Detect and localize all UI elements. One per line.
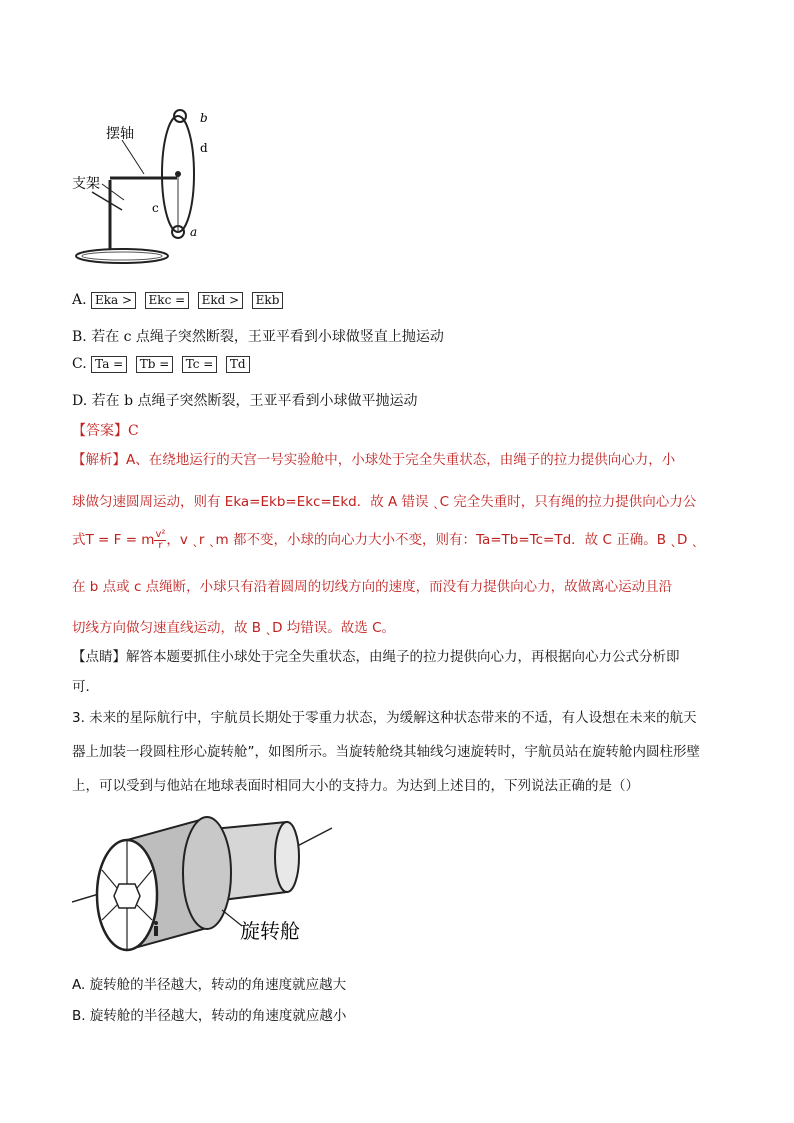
option-c-item: Tc = [182, 356, 218, 373]
analysis-line: 在 b 点或 c 点绳断，小球只有沿着圆周的切线方向的速度，而没有力提供向心力，故做离心运动且沿 [72, 579, 673, 595]
fraction-numerator: v² [155, 528, 166, 540]
point-b-label: b [200, 111, 208, 125]
pendulum-figure [72, 100, 252, 280]
question3-line: 器上加装一段圆柱形心旋转舱”，如图所示。当旋转舱绕其轴线匀速旋转时，宇航员站在旋转舱内圆柱形壁 [72, 744, 700, 760]
cabin-label: 旋转舱 [240, 919, 300, 943]
option-a-item: Ekc = [145, 292, 190, 309]
question3-option-b: B. 旋转舱的半径越大，转动的角速度就应越小 [72, 1008, 347, 1024]
option-c-item: Tb = [136, 356, 174, 373]
question3-line: 3. 未来的星际航行中，宇航员长期处于零重力状态，为缓解这种状态带来的不适，有人设想在未来的航天 [72, 710, 697, 726]
rotating-cabin-figure [72, 810, 342, 960]
tip-line: 【点睛】解答本题要抓住小球处于完全失重状态，由绳子的拉力提供向心力，再根据向心力公式分析即 [72, 649, 680, 665]
formula-suffix: ，v ˎr ˎm 都不变，小球的向心力大小不变，则有：Ta=Tb=Tc=Td．故 C 正确。B ˎD ˎ [166, 532, 699, 548]
axis-label: 摆轴 [106, 126, 134, 142]
fraction-denominator: r [158, 539, 163, 551]
option-c [72, 356, 254, 373]
option-d: D. 若在 b 点绳子突然断裂，王亚平看到小球做平抛运动 [72, 393, 418, 409]
question3-line: 上，可以受到与他站在地球表面时相同大小的支持力。为达到上述目的，下列说法正确的是（） [72, 778, 639, 794]
option-c-item: Td [226, 356, 250, 373]
point-a-label: a [190, 225, 198, 239]
answer-label: 【答案】C [72, 423, 139, 439]
formula-prefix: 式T = F = m [72, 532, 155, 548]
formula-fraction [154, 530, 166, 551]
option-a-item: Ekb [252, 292, 284, 309]
option-a-prefix: A. [72, 292, 87, 308]
analysis-line-formula [72, 528, 698, 551]
analysis-line: 切线方向做匀速直线运动，故 B ˎD 均错误。故选 C。 [72, 620, 395, 636]
option-b: B. 若在 c 点绳子突然断裂，王亚平看到小球做竖直上抛运动 [72, 329, 444, 345]
question3-option-a: A. 旋转舱的半径越大，转动的角速度就应越大 [72, 977, 347, 993]
point-c-label: c [152, 201, 159, 215]
point-d-label: d [200, 141, 208, 155]
analysis-line: 球做匀速圆周运动，则有 Eka=Ekb=Ekc=Ekd．故 A 错误 ˎC 完全失重时，只有绳的拉力提供向心力公 [72, 494, 697, 510]
analysis-line: 【解析】A、在绕地运行的天宫一号实验舱中，小球处于完全失重状态，由绳子的拉力提供向心力，小 [72, 452, 676, 468]
option-c-item: Ta = [91, 356, 127, 373]
frame-label: 支架 [72, 176, 100, 192]
option-a-item: Ekd > [198, 292, 244, 309]
option-a [72, 292, 287, 309]
tip-line: 可． [72, 679, 99, 695]
option-a-item: Eka > [91, 292, 136, 309]
option-c-prefix: C. [72, 356, 87, 372]
